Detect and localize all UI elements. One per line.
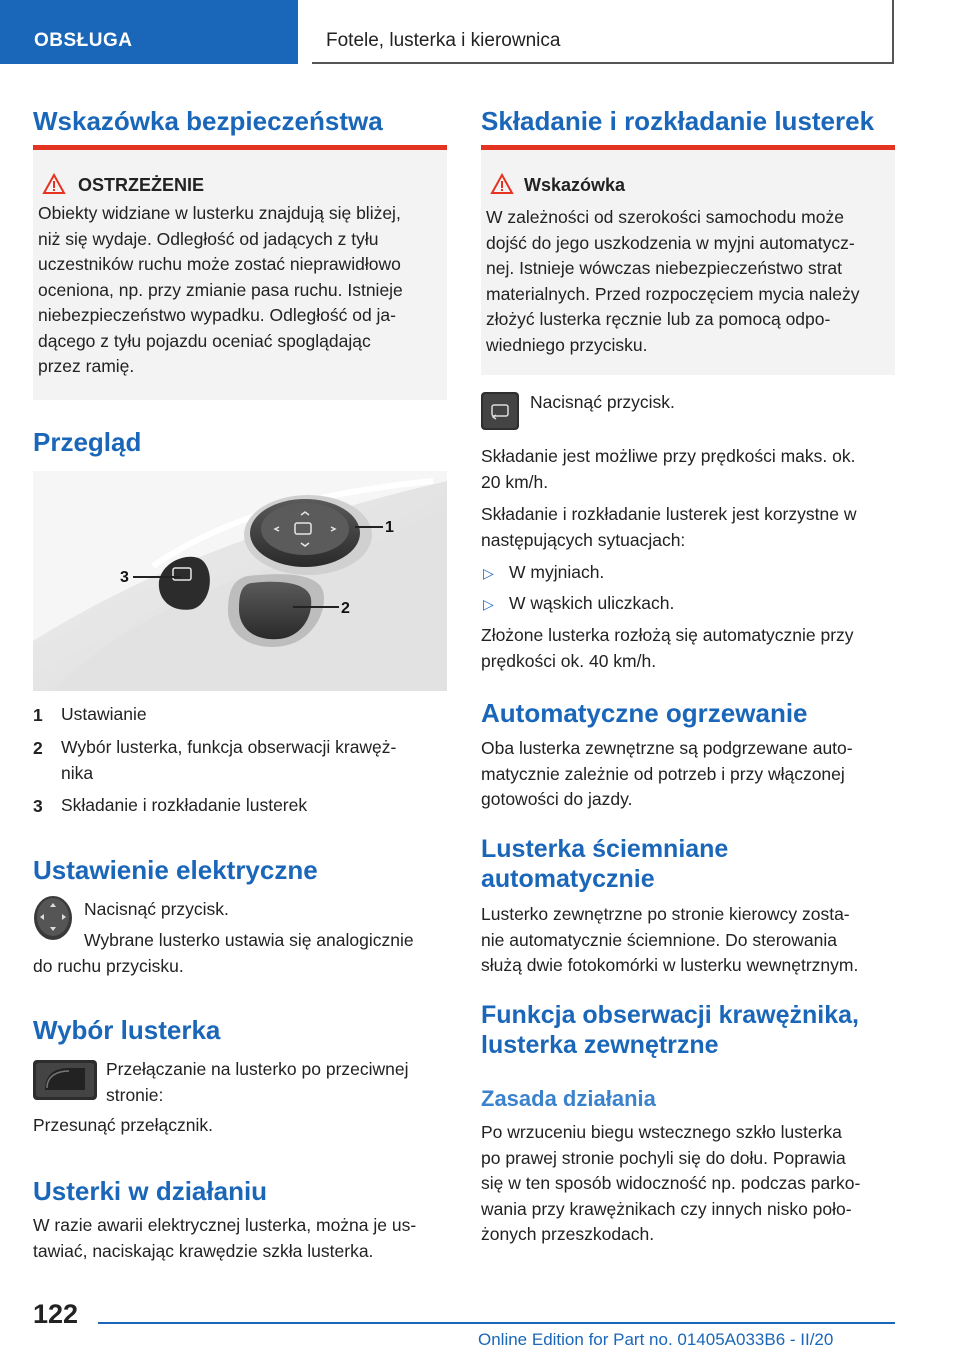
select-line-2: stronie: <box>106 1085 164 1105</box>
callout-1: 1 <box>385 519 394 536</box>
electric-line-1: Nacisnąć przycisk. <box>84 899 229 919</box>
legend-num-2: 2 <box>33 738 43 758</box>
note-label: Wskazówka <box>524 175 626 195</box>
overview-heading: Przegląd <box>33 427 142 457</box>
bullet-triangle-icon: ▷ <box>483 565 494 581</box>
safety-heading: Wskazówka bezpieczeństwa <box>33 106 383 136</box>
fold-paragraph-3: Złożone lusterka rozłożą się automatycznie przy prędkości ok. 40 km/h. <box>481 625 854 671</box>
curb-heading: Funkcja obserwacji krawężnika, lusterka zewnętrzne <box>481 1001 859 1059</box>
dimming-text: Lusterko zewnętrzne po stronie kierowcy zosta- nie automatycznie ściemnione. Do sterowania służą dwie fotokomórki w lusterku wewnętrznym. <box>481 904 859 975</box>
fold-mirror-button-icon <box>481 392 519 430</box>
principle-text: Po wrzuceniu biegu wstecznego szkło lusterka po prawej stronie pochyli się do dołu. Poprawia się w ten sposób widoczność np. podczas parko- wania przy krawężnikach czy innych nisko poło- żonych przeszkodach. <box>481 1122 861 1244</box>
callout-2: 2 <box>341 600 350 617</box>
chapter-header <box>312 0 894 64</box>
warning-box <box>33 150 447 400</box>
fold-heading: Składanie i rozkładanie lusterek <box>481 106 875 136</box>
legend-num-3: 3 <box>33 796 43 816</box>
legend-text-3: Składanie i rozkładanie lusterek <box>61 795 308 815</box>
heating-heading: Automatyczne ogrzewanie <box>481 698 808 728</box>
section-tab <box>0 0 298 64</box>
fold-paragraph-2: Składanie i rozkładanie lusterek jest korzystne w następujących sytuacjach: <box>481 504 857 550</box>
bullet-item-1: W myjniach. <box>509 562 605 582</box>
dimming-heading: Lusterka ściemniane automatycznie <box>481 835 729 893</box>
fold-paragraph-1: Składanie jest możliwe przy prędkości maks. ok. 20 km/h. <box>481 446 856 492</box>
page-number: 122 <box>33 1299 79 1329</box>
bullet-triangle-icon: ▷ <box>483 596 494 612</box>
legend-text-1: Ustawianie <box>61 704 147 724</box>
select-line-3: Przesunąć przełącznik. <box>33 1115 213 1135</box>
faults-text: W razie awarii elektrycznej lusterka, można je us- tawiać, naciskając krawędzie szkła lusterka. <box>33 1215 417 1261</box>
chapter-label: Fotele, lusterka i kierownica <box>326 30 561 51</box>
legend-text-2: Wybór lusterka, funkcja obserwacji krawęż- nika <box>61 737 397 783</box>
principle-heading: Zasada działania <box>481 1086 656 1111</box>
note-text: W zależności od szerokości samochodu może dojść do jego uszkodzenia w myjni automatycz- nej. Istnieje wówczas niebezpieczeństwo strat materialnych. Przed rozpoczęciem mycia należy złożyć lusterka ręcznie lub za pomocą odpo- wiedniego przycisku. <box>486 207 860 355</box>
mirror-controls-illustration <box>33 471 447 691</box>
edition-note: Online Edition for Part no. 01405A033B6 - II/20 <box>478 1330 834 1349</box>
warning-label: OSTRZEŻENIE <box>78 175 205 195</box>
electric-line-2: Wybrane lusterko ustawia się analogicznie <box>84 930 414 950</box>
legend-num-1: 1 <box>33 705 43 725</box>
press-button-text: Nacisnąć przycisk. <box>530 392 675 412</box>
bullet-item-2: W wąskich uliczkach. <box>509 593 675 613</box>
section-label: OBSŁUGA <box>34 30 133 51</box>
mirror-adjust-button-icon <box>33 895 73 941</box>
note-box <box>481 150 895 375</box>
mirror-selector-switch-icon <box>33 1060 97 1100</box>
select-line-1: Przełączanie na lusterko po przeciwnej <box>106 1059 409 1079</box>
footer-divider <box>98 1322 895 1324</box>
callout-3: 3 <box>120 569 129 586</box>
heating-text: Oba lusterka zewnętrzne są podgrzewane auto- matycznie zależnie od potrzeb i przy włączonej gotowości do jazdy. <box>481 738 853 809</box>
select-heading: Wybór lusterka <box>33 1015 221 1045</box>
electric-heading: Ustawienie elektryczne <box>33 855 318 885</box>
faults-heading: Usterki w działaniu <box>33 1176 268 1206</box>
caution-triangle-icon <box>490 173 514 195</box>
warning-text: Obiekty widziane w lusterku znajdują się bliżej, niż się wydaje. Odległość od jadących z tyłu uczestników ruchu może zostać nieprawidłowo oceniona, np. przy zmianie pasa ruchu. Istnieje niebezpieczeństwo wypadku. Odległość od ja- dącego z tyłu pojazdu oceniać spoglądając przez ramię. <box>38 203 403 376</box>
electric-line-3: do ruchu przycisku. <box>33 956 184 976</box>
warning-triangle-icon <box>42 173 66 195</box>
